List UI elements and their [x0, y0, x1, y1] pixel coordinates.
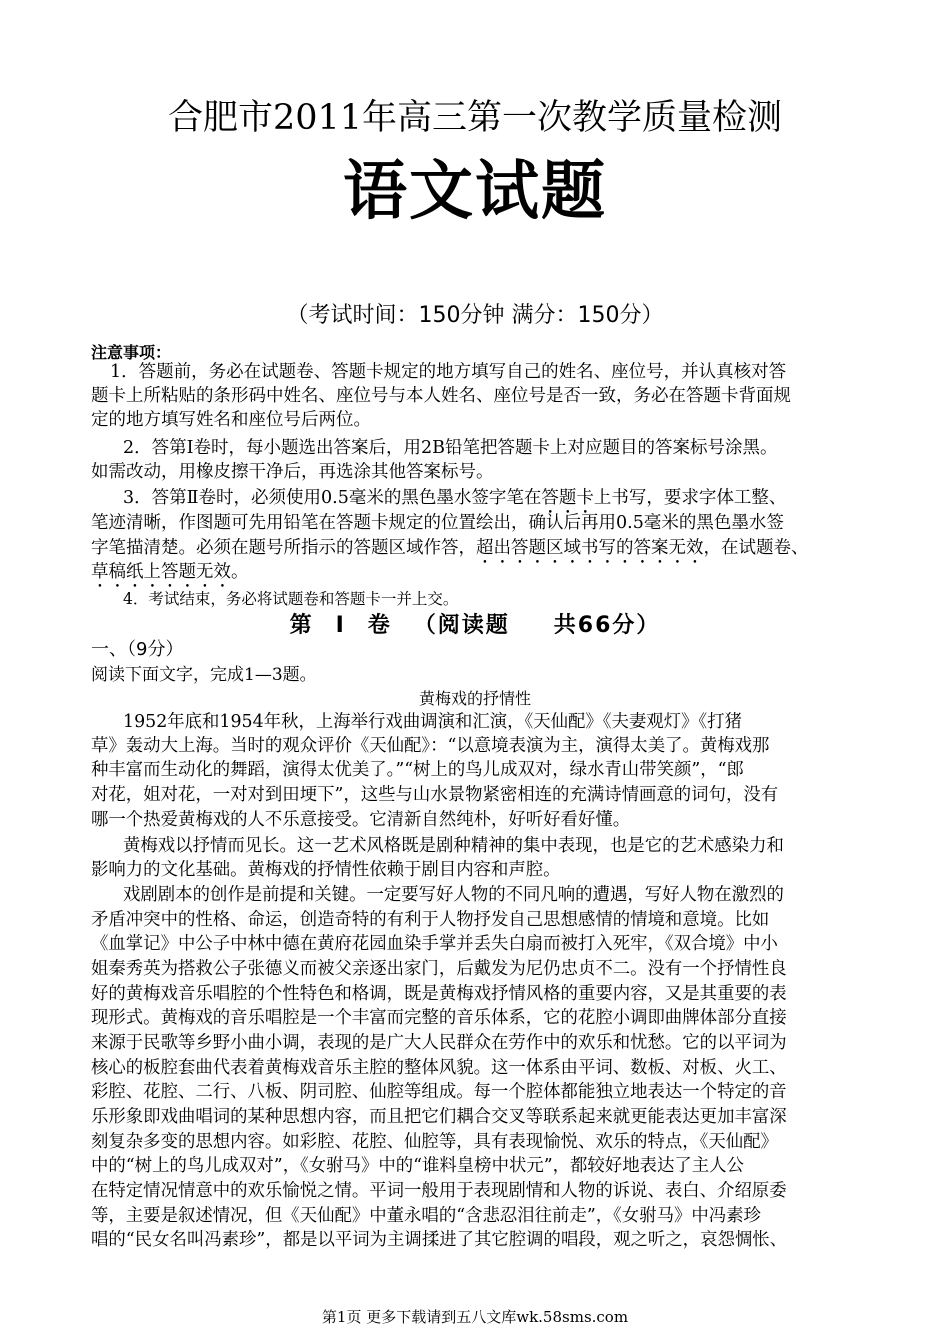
part-label: 卷 — [367, 613, 392, 638]
article-line: 来源于民歌等乡野小曲小调，表现的是广大人民群众在劳作中的欢乐和忧愁。它的以平词为 — [91, 1033, 787, 1053]
notice-text: 字笔描清楚。必须在题号所指示的答题区域作答， — [91, 538, 476, 558]
article-title: 黄梅戏的抒情性 — [418, 689, 531, 708]
article-line: 好的黄梅戏音乐唱腔的个性特色和格调，既是黄梅戏抒情风格的重要内容，又是其重要的表 — [91, 984, 787, 1004]
emphasis-text: 答题卡 — [541, 488, 594, 508]
article-line: 种丰富而生动化的舞蹈，演得太优美了。”“树上的鸟儿成双对，绿水青山带笑颜”，“郎 — [91, 760, 744, 780]
article-line: 姐秦秀英为搭救公子张德义而被父亲逐出家门，后戴发为尼仍忠贞不二。没有一个抒情性良 — [91, 959, 787, 979]
article-line: 影响力的文化基础。黄梅戏的抒情性依赖于剧目内容和声腔。 — [91, 860, 561, 880]
section-heading: 一、（9分） — [91, 639, 184, 660]
article-line: 乐形象即戏曲唱词的某种思想内容，而且把它们耦合交叉等联系起来就更能表达更加丰富深 — [91, 1107, 787, 1127]
notice-heading: 注意事项： — [91, 343, 172, 362]
part-label: 共66分） — [553, 613, 661, 638]
article-line: 等，主要是叙述情况，但《天仙配》中董永唱的“含悲忍泪往前走”，《女驸马》中冯素珍 — [91, 1206, 761, 1226]
part-label: 第 — [289, 613, 314, 638]
part-label: Ⅰ — [335, 613, 346, 638]
article-line: 核心的板腔套曲代表着黄梅戏音乐主腔的整体风貌。这一体系由平词、数板、对板、火工、 — [91, 1058, 787, 1078]
notice-line: 如需改动，用橡皮擦干净后，再选涂其他答案标号。 — [91, 462, 494, 482]
article-line: 在特定情况情意中的欢乐愉悦之情。平词一般用于表现剧情和人物的诉说、表白、介绍原委 — [91, 1181, 787, 1201]
exam-subtitle: 合肥市2011年高三第一次教学质量检测 — [167, 98, 783, 138]
emphasis-text: 草稿纸上答题无效 — [91, 562, 231, 582]
article-line: 戏剧剧本的创作是前提和关键。一定要写好人物的不同凡响的遭遇，写好人物在激烈的 — [123, 885, 784, 905]
article-line: 《血掌记》中公子中林中德在黄府花园血染手掌并丢失白扇而被打入死牢，《双合境》中小 — [91, 934, 778, 954]
article-line: 中的“树上的鸟儿成双对”，《女驸马》中的“谁料皇榜中状元”，都较好地表达了主人公 — [91, 1156, 744, 1176]
article-line: 黄梅戏以抒情而见长。这一艺术风格既是剧种精神的集中表现，也是它的艺术感染力和 — [123, 836, 784, 856]
notice-line: 题卡上所粘贴的条形码中姓名、座位号与本人姓名、座位号是否一致，务必在答题卡背面规 — [91, 386, 791, 406]
article-line: 草》轰动大上海。当时的观众评价《天仙配》：“以意境表演为主，演得太美了。黄梅戏那 — [91, 736, 770, 756]
exam-info: （考试时间：150分钟 满分：150分） — [286, 303, 664, 328]
notice-text: 上书写，要求字体工整、 — [593, 488, 787, 508]
notice-line: 定的地方填写姓名和座位号后两位。 — [91, 410, 371, 430]
article-line: 矛盾冲突中的性格、命运，创造奇特的有利于人物抒发自己思想感情的情境和意境。比如 — [91, 910, 770, 930]
notice-line: 2．答第Ⅰ卷时，每小题选出答案后，用2B铅笔把答题卡上对应题目的答案标号涂黑。 — [123, 438, 778, 458]
article-line: 刻复杂多变的思想内容。如彩腔、花腔、仙腔等，具有表现愉悦、欢乐的特点，《天仙配》 — [91, 1132, 778, 1152]
article-line: 唱的“民女名叫冯素珍”，都是以平词为主调揉进了其它腔调的唱段，观之听之，哀怨惆怅、 — [91, 1230, 788, 1250]
notice-text: ，在试题卷、 — [703, 538, 809, 558]
page-footer: 第1页 更多下载请到五八文库wk.58sms.com — [321, 1308, 629, 1326]
notice-line: 4．考试结束，务必将试题卷和答题卡一并上交。 — [123, 590, 459, 608]
notice-text: 3．答第Ⅱ卷时，必须使用0.5毫米的黑色墨水签字笔在 — [123, 488, 542, 508]
article-line: 彩腔、花腔、二行、八板、阴司腔、仙腔等组成。每一个腔体都能独立地表达一个特定的音 — [91, 1082, 787, 1102]
emphasis-text: 超出答题区域书写的答案无效 — [476, 538, 704, 558]
notice-line: 笔迹清晰，作图题可先用铅笔在答题卡规定的位置绘出，确认后再用0.5毫米的黑色墨水签 — [91, 513, 784, 533]
article-line: 哪一个热爱黄梅戏的人不乐意接受。它清新自然纯朴，好听好看好懂。 — [91, 810, 631, 830]
part-label: （阅读题 — [413, 613, 510, 638]
article-line: 对花，姐对花，一对对到田埂下”，这些与山水景物紧密相连的充满诗情画意的词句，没有 — [91, 785, 779, 805]
article-line: 1952年底和1954年秋，上海举行戏曲调演和汇演，《天仙配》《夫妻观灯》《打猪 — [123, 712, 742, 732]
notice-line: 1．答题前，务必在试题卷、答题卡规定的地方填写自己的姓名、座位号，并认真核对答 — [110, 362, 787, 382]
article-line: 现形式。黄梅戏的音乐唱腔是一个丰富而完整的音乐体系，它的花腔小调即曲牌体部分直接 — [91, 1008, 787, 1028]
reading-instruction: 阅读下面文字，完成1—3题。 — [91, 665, 317, 685]
notice-text: 。 — [231, 562, 249, 582]
exam-title: 语文试题 — [343, 154, 607, 229]
